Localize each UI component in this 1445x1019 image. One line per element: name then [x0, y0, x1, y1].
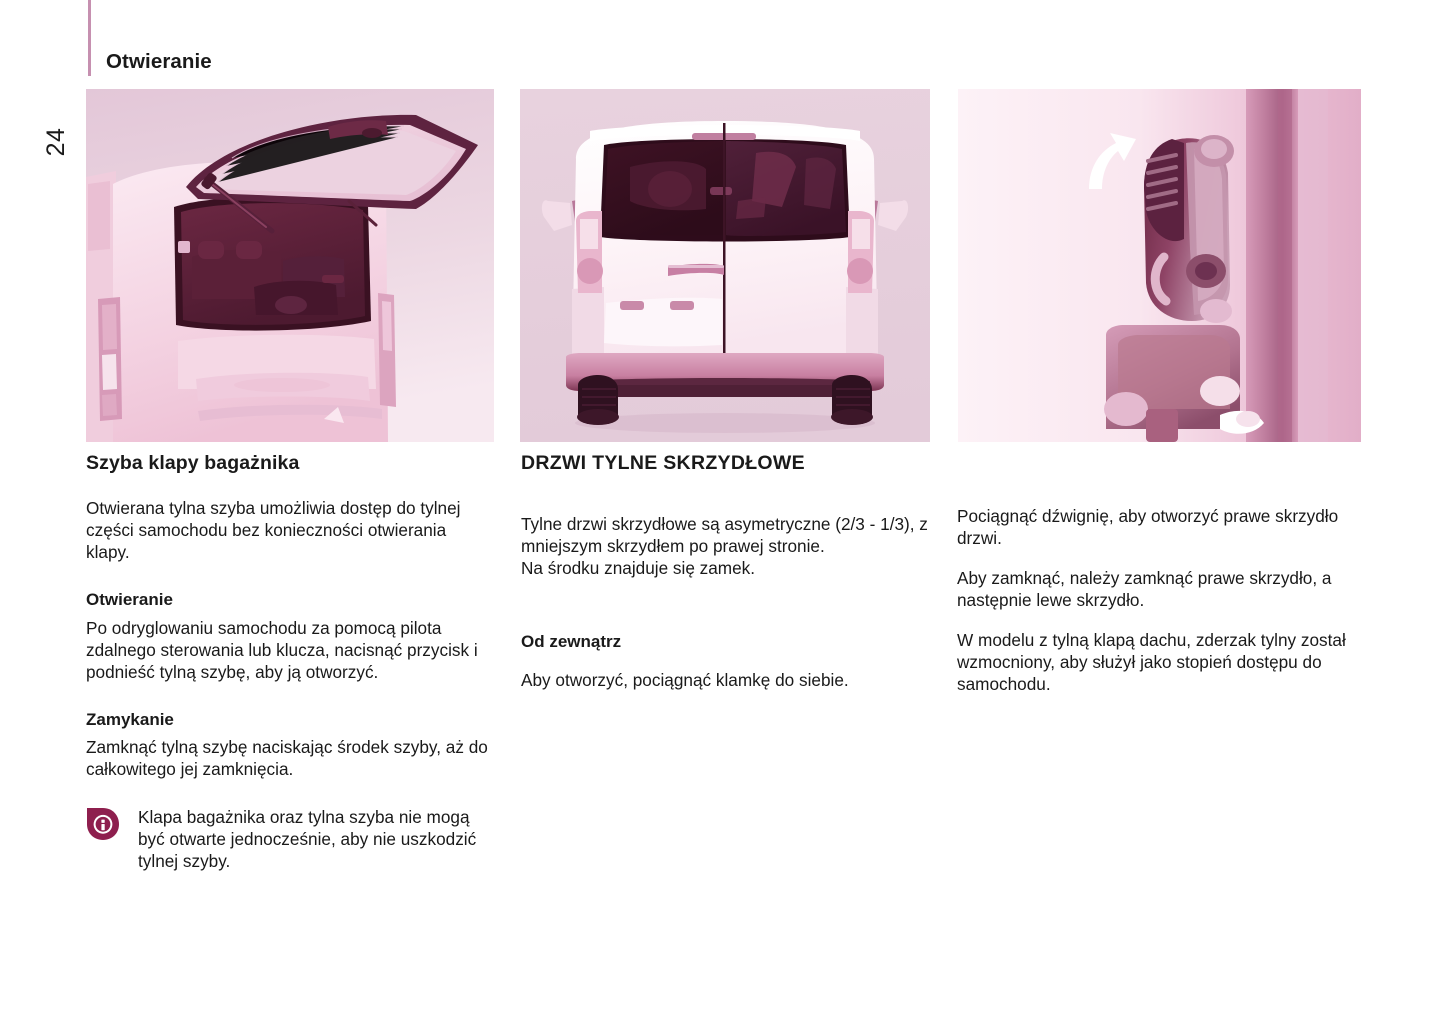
figure-rear-barn-doors — [520, 89, 930, 442]
heading-tailgate-window: Szyba klapy bagażnika — [86, 452, 300, 474]
door-lever-latch-illustration — [958, 89, 1361, 442]
info-icon — [86, 807, 120, 841]
info-callout — [86, 806, 494, 872]
text-tailgate-window-intro: Otwierana tylna szyba umożliwia dostęp do tylnej części samochodu bez konieczności otwierania klapy. — [86, 498, 461, 563]
text-lever-3: W modelu z tylną klapą dachu, zderzak tylny został wzmocniony, aby służył jako stopień dostępu do samochodu. — [957, 630, 1346, 695]
page-number: 24 — [41, 127, 70, 157]
subheading-opening: Otwieranie — [86, 590, 173, 610]
text-lever-1: Pociągnąć dźwignię, aby otworzyć prawe skrzydło drzwi. — [957, 506, 1339, 549]
column-tailgate-window — [86, 452, 494, 872]
column-lever-instructions — [957, 505, 1357, 713]
tailgate-window-open-illustration — [86, 89, 494, 442]
text-info-callout: Klapa bagażnika oraz tylna szyba nie mogą być otwarte jednocześnie, aby nie uszkodzić tylnej szyby. — [138, 807, 477, 872]
figure-tailgate-window-open — [86, 89, 494, 442]
page-title: Otwieranie — [106, 50, 212, 73]
column-barn-doors — [521, 452, 931, 707]
rear-barn-doors-illustration — [520, 89, 930, 442]
subheading-from-outside: Od zewnątrz — [521, 632, 622, 652]
figure-door-lever-latch — [958, 89, 1361, 442]
text-opening: Po odryglowaniu samochodu za pomocą pilota zdalnego sterowania lub klucza, nacisnąć przycisk i podnieść tylną szybę, aby ją otworzyć. — [86, 617, 478, 682]
heading-barn-doors: DRZWI TYLNE SKRZYDŁOWE — [521, 452, 805, 474]
subheading-closing: Zamykanie — [86, 709, 174, 729]
text-closing: Zamknąć tylną szybę naciskając środek szyby, aż do całkowitego jej zamknięcia. — [86, 736, 488, 779]
text-barn-doors-2: Na środku znajduje się zamek. — [521, 558, 756, 579]
text-barn-doors-1: Tylne drzwi skrzydłowe są asymetryczne (2/3 - 1/3), z mniejszym skrzydłem po prawej stronie. — [521, 514, 928, 557]
header-rule — [88, 0, 91, 76]
text-from-outside: Aby otworzyć, pociągnąć klamkę do siebie. — [521, 669, 849, 690]
text-lever-2: Aby zamknąć, należy zamknąć prawe skrzydło, a następnie lewe skrzydło. — [957, 568, 1332, 611]
